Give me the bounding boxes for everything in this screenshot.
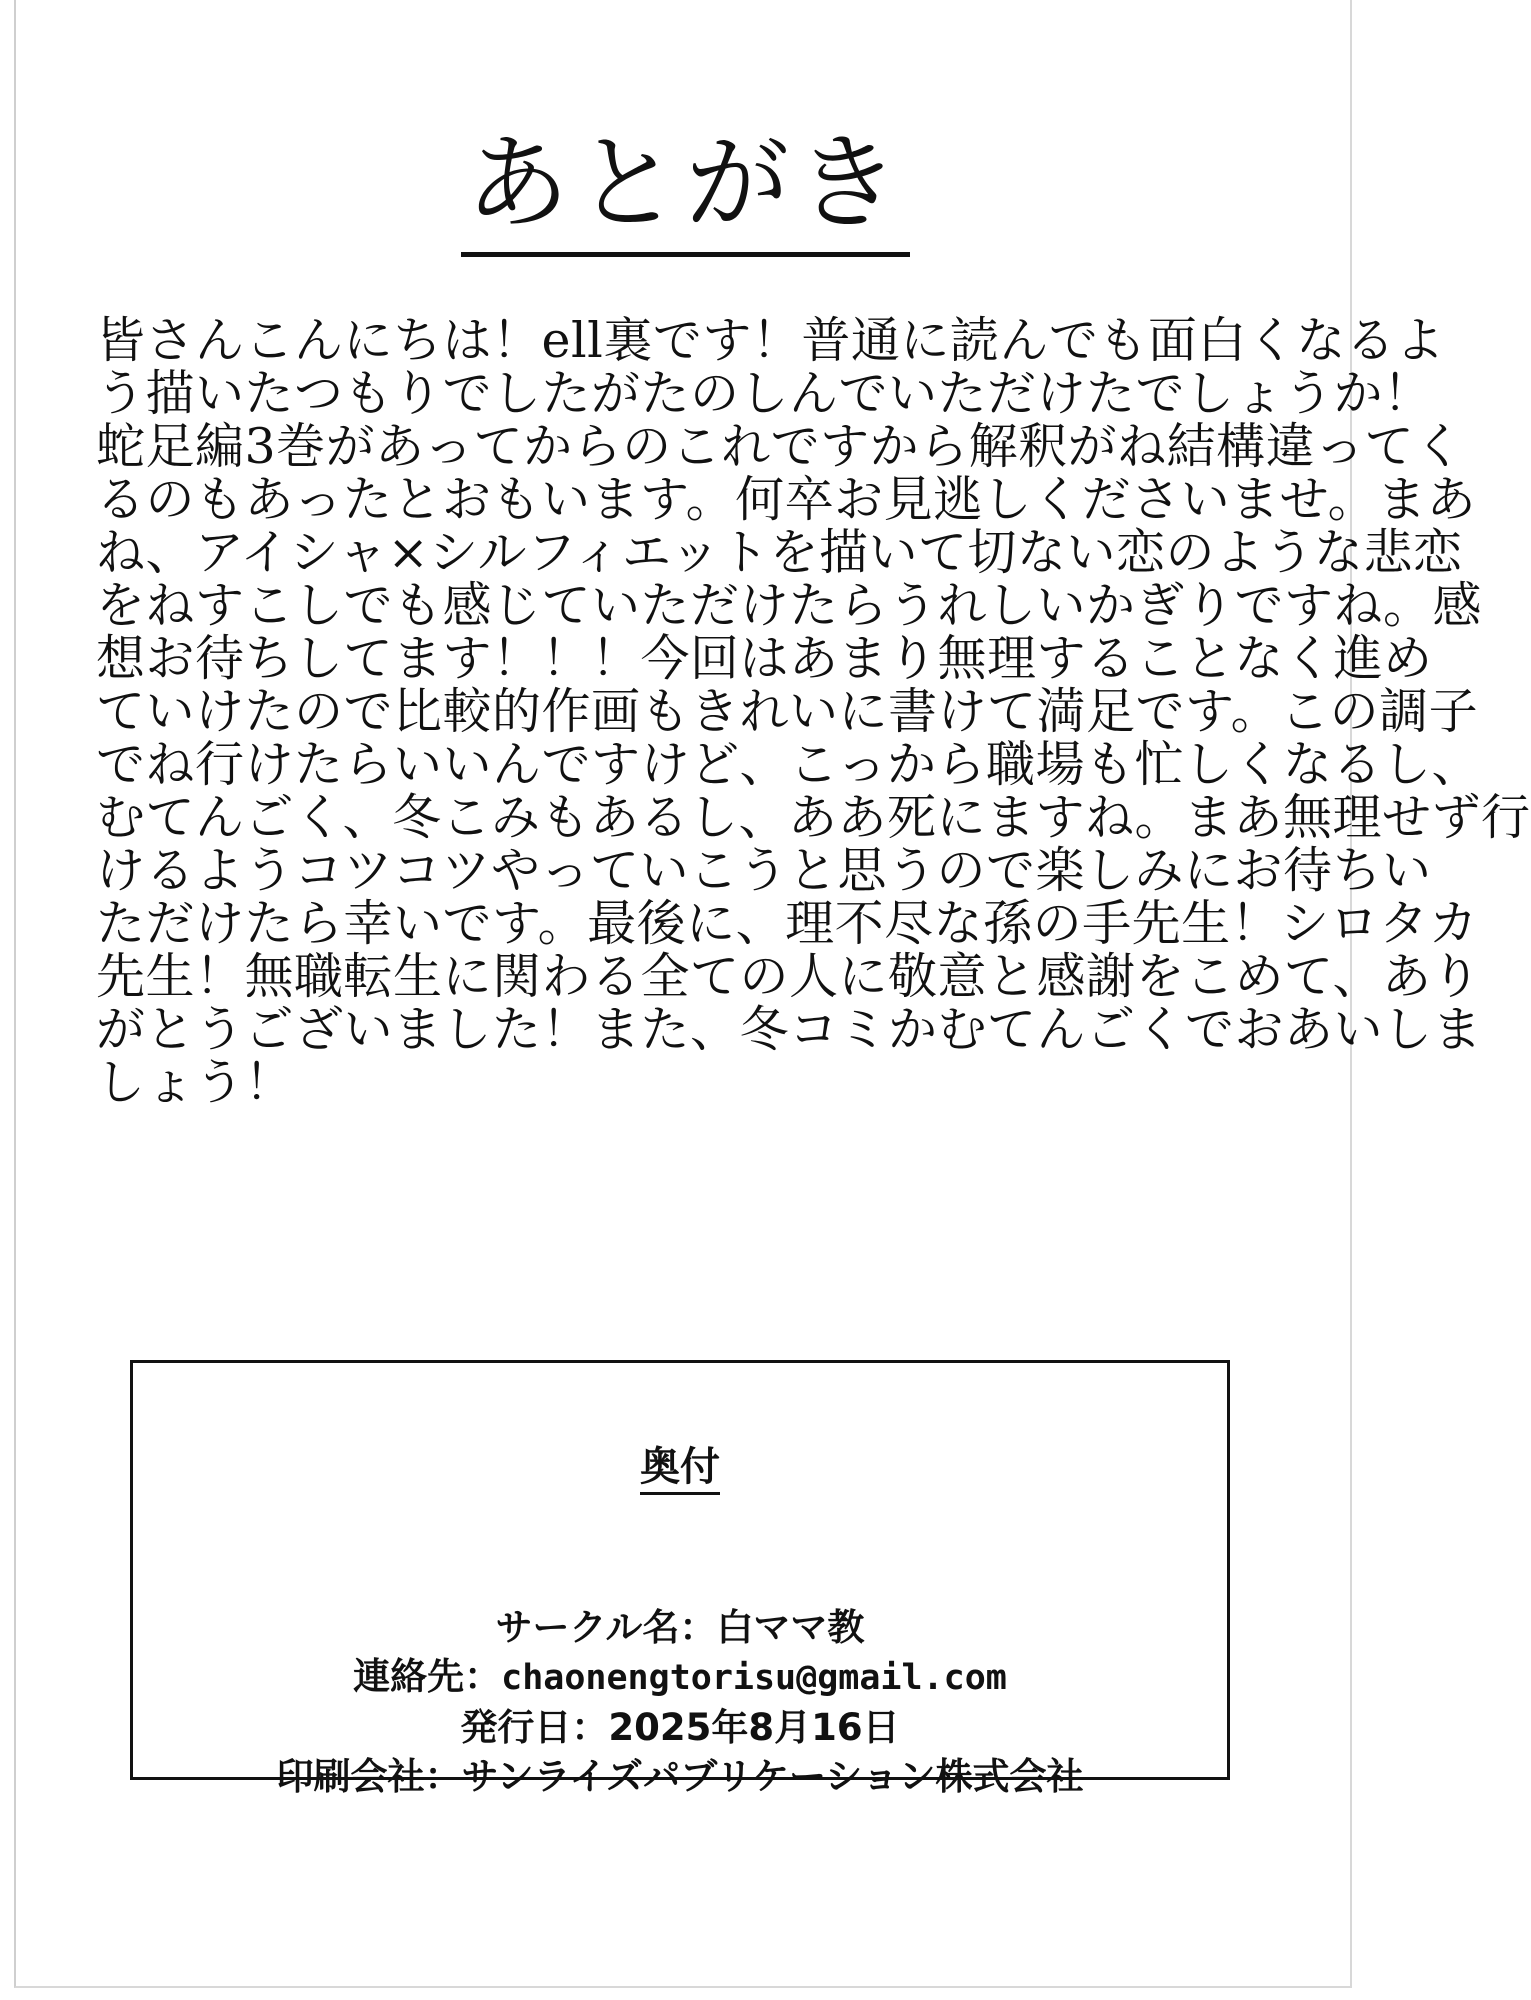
issue-date-label: 発行日： xyxy=(460,1706,609,1749)
contact-row xyxy=(133,1652,1227,1703)
issue-date-row xyxy=(133,1703,1227,1752)
afterword-line: ただけたら幸いです。最後に、理不尽な孫の手先生！シロタカ xyxy=(96,895,1479,952)
printer-value: サンライズパブリケーション株式会社 xyxy=(461,1755,1084,1798)
afterword-line: がとうございました！また、冬コミかむてんごくでおあいしま xyxy=(96,1001,1483,1058)
colophon-heading-wrap xyxy=(133,1443,1227,1491)
afterword-line: るのもあったとおもいます。何卒お見逃しくださいませ。まあ xyxy=(96,471,1477,528)
afterword-line: しょう！ xyxy=(96,1054,295,1111)
colophon-details xyxy=(133,1603,1227,1801)
afterword-line: 皆さんこんにちは！ell裏です！普通に読んでも面白くなるよ xyxy=(96,312,1445,369)
afterword-line: けるようコツコツやっていこうと思うので楽しみにお待ちい xyxy=(96,842,1432,899)
colophon-box xyxy=(130,1360,1230,1798)
afterword-line: う描いたつもりでしたがたのしんでいただけたでしょうか！ xyxy=(96,365,1433,422)
printer-row xyxy=(133,1752,1227,1801)
circle-name-label: サークル名： xyxy=(495,1606,717,1649)
afterword-line: 蛇足編3巻があってからのこれですから解釈がね結構違ってく xyxy=(96,418,1464,475)
colophon-heading: 奥付 xyxy=(640,1444,720,1495)
printer-label: 印刷会社： xyxy=(276,1755,462,1798)
contact-email: chaonengtorisu@gmail.com xyxy=(501,1658,1007,1698)
circle-name-value: 白ママ教 xyxy=(716,1606,865,1649)
afterword-line: でね行けたらいいんですけど、こっから職場も忙しくなるし、 xyxy=(96,736,1482,793)
afterword-line: むてんごく、冬こみもあるし、ああ死にますね。まあ無理せず行 xyxy=(96,789,1531,846)
circle-name-row xyxy=(133,1603,1227,1652)
afterword-line: 先生！無職転生に関わる全ての人に敬意と感謝をこめて、あり xyxy=(96,948,1482,1005)
afterword-line: ていけたので比較的作画もきれいに書けて満足です。この調子 xyxy=(96,683,1479,740)
issue-date-value: 2025年8月16日 xyxy=(608,1706,900,1749)
afterword-line: をねすこしでも感じていただけたらうれしいかぎりですね。感 xyxy=(96,577,1483,634)
afterword-body xyxy=(96,312,1531,1111)
contact-label: 連絡先： xyxy=(353,1655,502,1698)
title-wrap xyxy=(0,122,1371,257)
afterword-line: ね、アイシャ×シルフィエットを描いて切ない恋のような悲恋 xyxy=(96,524,1463,581)
page-title: あとがき xyxy=(461,128,909,257)
afterword-line: 想お待ちしてます！！！今回はあまり無理することなく進め xyxy=(96,630,1433,687)
